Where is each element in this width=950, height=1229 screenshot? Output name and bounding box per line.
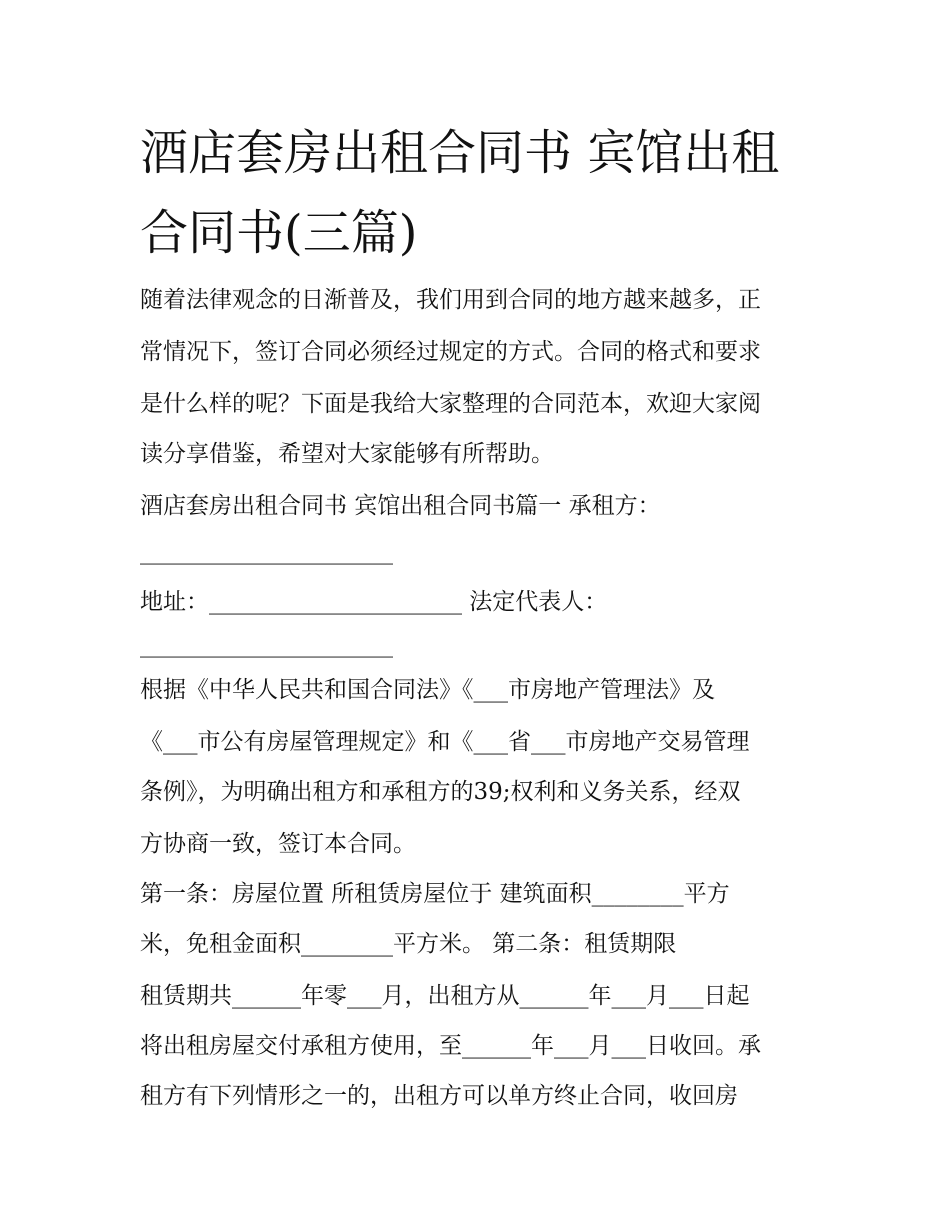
article-1-line-2: 米，免租金面积________平方米。 第二条：租赁期限 <box>140 931 677 957</box>
article-1-line-1: 第一条：房屋位置 所租赁房屋位于 建筑面积________平方 <box>140 881 730 907</box>
article-2-line-1: 租赁期共______年零___月，出租方从______年___月___日起 <box>140 983 750 1009</box>
title-line-2: 合同书(三篇) <box>140 205 418 261</box>
section-heading-lessee: 酒店套房出租合同书 宾馆出租合同书篇一 承租方： <box>140 493 661 519</box>
intro-line-4: 读分享借鉴，希望对大家能够有所帮助。 <box>140 441 554 467</box>
intro-line-3: 是什么样的呢？下面是我给大家整理的合同范本，欢迎大家阅 <box>140 391 761 417</box>
title-line-1: 酒店套房出租合同书 宾馆出租 <box>140 125 780 181</box>
address-representative-line: 地址：______________________ 法定代表人： <box>140 589 608 615</box>
article-2-line-3: 租方有下列情形之一的，出租方可以单方终止合同，收回房 <box>140 1083 738 1109</box>
blank-line-representative: ______________________ <box>140 632 393 658</box>
article-2-line-2: 将出租房屋交付承租方使用，至______年___月___日收回。承 <box>140 1033 761 1059</box>
basis-line-4: 方协商一致，签订本合同。 <box>140 831 416 857</box>
blank-line-lessee: ______________________ <box>140 539 393 565</box>
basis-line-3: 条例》，为明确出租方和承租方的39;权利和义务关系，经双 <box>140 779 741 805</box>
basis-line-1: 根据《中华人民共和国合同法》《___市房地产管理法》及 <box>140 677 715 703</box>
basis-line-2: 《___市公有房屋管理规定》和《___省___市房地产交易管理 <box>140 729 750 755</box>
document-title <box>140 113 830 273</box>
intro-line-1: 随着法律观念的日渐普及，我们用到合同的地方越来越多，正 <box>140 287 761 313</box>
intro-line-2: 常情况下，签订合同必须经过规定的方式。合同的格式和要求 <box>140 339 761 365</box>
